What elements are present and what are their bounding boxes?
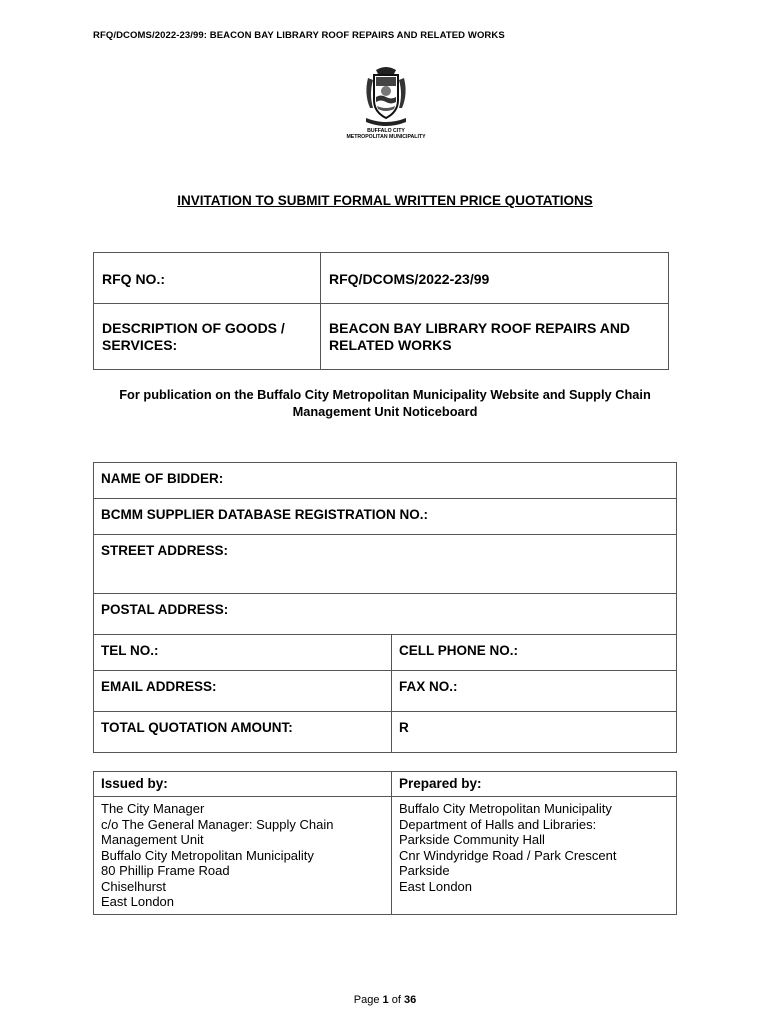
- total-quotation-amount-field[interactable]: R: [392, 712, 677, 753]
- logo-text-line1: BUFFALO CITY: [367, 128, 405, 134]
- address-line: Management Unit: [101, 832, 204, 847]
- table-row: [94, 635, 677, 671]
- email-address-field[interactable]: EMAIL ADDRESS:: [94, 671, 392, 712]
- postal-address-field[interactable]: POSTAL ADDRESS:: [94, 594, 677, 635]
- bidder-details-form: [93, 462, 677, 753]
- rfq-no-label: RFQ NO.:: [94, 253, 321, 304]
- address-line: Buffalo City Metropolitan Municipality: [399, 801, 612, 816]
- table-row: [94, 594, 677, 635]
- street-address-field[interactable]: STREET ADDRESS:: [94, 535, 677, 594]
- address-line: 80 Phillip Frame Road: [101, 863, 230, 878]
- running-header: RFQ/DCOMS/2022-23/99: BEACON BAY LIBRARY ROOF REPAIRS AND RELATED WORKS: [93, 30, 505, 41]
- coat-of-arms-icon: [340, 64, 432, 128]
- table-row: [94, 535, 677, 594]
- address-line: Chiselhurst: [101, 878, 167, 894]
- table-row: [94, 253, 669, 304]
- table-row: [94, 671, 677, 712]
- description-label: DESCRIPTION OF GOODS / SERVICES:: [94, 304, 321, 370]
- of-word: of: [391, 994, 401, 1006]
- rfq-no-value: RFQ/DCOMS/2022-23/99: [321, 253, 669, 304]
- current-page: 1: [382, 994, 389, 1006]
- prepared-by-label: Prepared by:: [392, 772, 677, 797]
- issued-by-address: [94, 797, 392, 915]
- page-title: INVITATION TO SUBMIT FORMAL WRITTEN PRICE QUOTATIONS: [177, 193, 593, 208]
- table-row: [94, 797, 677, 915]
- tel-no-field[interactable]: TEL NO.:: [94, 635, 392, 671]
- address-line: c/o The General Manager: Supply Chain: [101, 816, 334, 832]
- prepared-by-address: [392, 797, 677, 915]
- rfq-info-table: [93, 252, 669, 370]
- publication-note: For publication on the Buffalo City Metropolitan Municipality Website and Supply Chain Management Unit Noticeboard: [119, 387, 651, 419]
- address-line: Parkside Community Hall: [399, 832, 545, 847]
- table-row: [94, 712, 677, 753]
- page-number: [0, 994, 770, 1006]
- registration-no-field[interactable]: BCMM SUPPLIER DATABASE REGISTRATION NO.:: [94, 499, 677, 535]
- cell-phone-field[interactable]: CELL PHONE NO.:: [392, 635, 677, 671]
- address-line: East London: [101, 894, 175, 909]
- page-word: Page: [353, 994, 380, 1006]
- address-line: Department of Halls and Libraries:: [399, 816, 597, 832]
- address-line: East London: [399, 878, 473, 894]
- address-line: Cnr Windyridge Road / Park Crescent: [399, 847, 617, 863]
- address-line: Buffalo City Metropolitan Municipality: [101, 847, 314, 863]
- logo-text-line2: METROPOLITAN MUNICIPALITY: [346, 134, 426, 140]
- fax-no-field[interactable]: FAX NO.:: [392, 671, 677, 712]
- description-value: BEACON BAY LIBRARY ROOF REPAIRS AND RELATED WORKS: [321, 304, 669, 370]
- table-row: [94, 463, 677, 499]
- table-row: [94, 772, 677, 797]
- issued-by-label: Issued by:: [94, 772, 392, 797]
- total-quotation-label: TOTAL QUOTATION AMOUNT:: [94, 712, 392, 753]
- address-line: Parkside: [399, 863, 450, 878]
- municipality-logo: [340, 64, 432, 144]
- name-of-bidder-field[interactable]: NAME OF BIDDER:: [94, 463, 677, 499]
- table-row: [94, 304, 669, 370]
- address-line: The City Manager: [101, 801, 205, 816]
- table-row: [94, 499, 677, 535]
- issued-prepared-table: [93, 771, 677, 915]
- total-pages: 36: [403, 994, 417, 1006]
